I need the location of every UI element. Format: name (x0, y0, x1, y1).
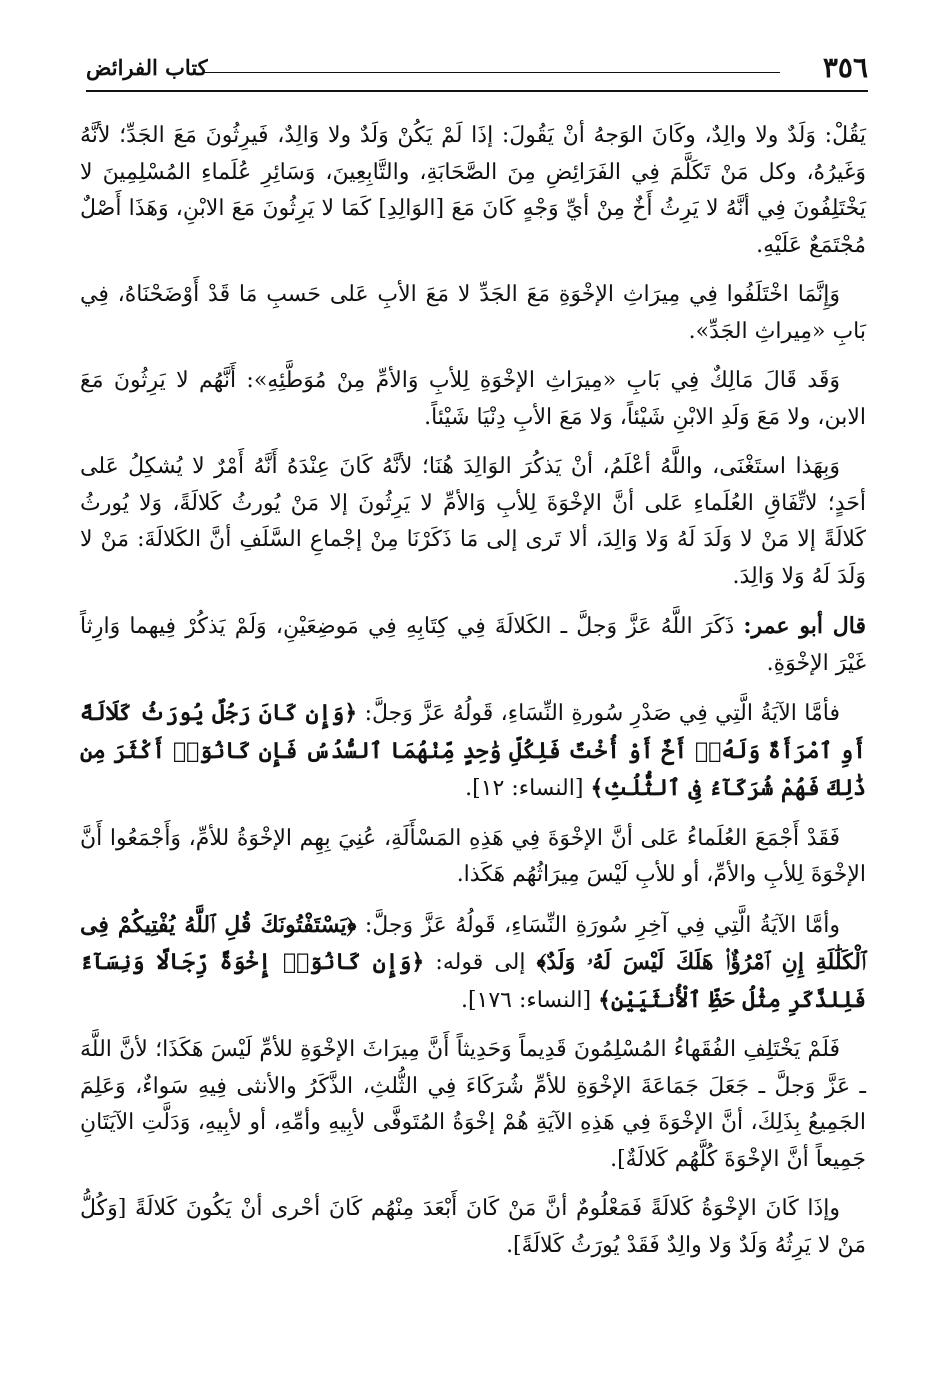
body-text (80, 118, 866, 1277)
paragraph-text: وَقَد قَالَ مَالِكٌ فِي بَابِ «مِيرَاثِ الإخْوَةِ لِلأبِ وَالأمِّ مِنْ مُوَطَّئِهِ»: أَنَّهُم لا يَرِثُونَ مَعَ الابن، ولا مَعَ وَلَدِ الابْنِ شَيْئاً، وَلا مَعَ الأبِ دِنْيَا شَيْئاً. (80, 368, 866, 430)
running-title: كتاب الفرائض (86, 55, 208, 80)
quran-verse: ﴿وَإِن كَانَ رَجُلٌ يُورَثُ كَلَالَةً أَوِ ٱمْرَأَةٌ وَلَهُۥٓ أَخٌ أَوْ أُخْتٌ فَلِكُلِّ وَٰحِدٍ مِّنْهُمَا ٱلسُّدُسُ فَإِن كَانُوٓا۟ أَكْثَرَ مِن ذَٰلِكَ فَهُمْ شُرَكَآءُ فِى ٱلثُّلُثِ﴾ (80, 700, 866, 801)
paragraph-text: إلى قوله: (424, 950, 537, 975)
paragraph-3 (80, 363, 866, 436)
paragraph-text: وَبِهَذا استَغْنَى، واللَّهُ أعْلَمُ، أنْ يَذكُرَ الوَالِدَ هُنَا؛ لأنَّهُ كَانَ عِنْدَهُ أَنَّهُ أَمْرٌ لا يُشكِلُ عَلى أحَدٍ؛ لاتِّفَاقِ العُلَماءِ عَلى أنَّ الإخْوَةَ لِلأبِ وَالأمِّ لا يَرِثُونَ إلا مَنْ يُورثُ كَلالَةً، وَلا يُورثُ كَلالَةً إلا مَنْ لا وَلَدَ لَهُ وَلا وَالِدَ، ألا تَرى إلى مَا ذَكَرْنَا مِنْ إجْماعِ السَّلَفِ أنَّ الكَلالَةَ: مَنْ لا وَلَدَ لَهُ وَلا وَالِدَ. (80, 454, 866, 589)
paragraph-text: فَقَدْ أَجْمَعَ العُلَماءُ عَلى أنَّ الإخْوَةَ فِي هَذِهِ المَسْأَلَةِ، عُنِيَ بِهِم الإخْوَةُ للأمِّ، وَأَجْمَعُوا أَنَّ الإخْوَةَ لِلأبِ والأمِّ، أو للأبِ لَيْسَ مِيرَاثُهُم هَكَذا. (80, 825, 866, 887)
paragraph-text: وَإِنَّمَا اخْتَلَفُوا فِي مِيرَاثِ الإخْوَةِ مَعَ الجَدِّ لا مَعَ الأبِ عَلى حَسبِ مَا قَدْ أَوْضَحْنَاهُ، فِي بَابِ «مِيراثِ الجَدِّ». (80, 282, 866, 344)
verse-reference: [النساء: ١٢]. (465, 776, 591, 801)
paragraph-text: يَقُلْ: وَلَدٌ ولا والِدٌ، وكَانَ الوَجهُ أنْ يَقُولَ: إذَا لَمْ يَكُنْ وَلَدٌ ولا وَالِدٌ، فَيرِثُونَ مَعَ الجَدِّ؛ لأنَّهُ وَغَيرُهُ، وكل مَنْ تَكَلَّمَ فِي الفَرَائِضِ مِنَ الصَّحَابَةِ، والتَّابِعِينَ، وَسَائِرِ عُلَماءِ المُسْلِمِينَ لا يَخْتَلِفُونَ فِي أنَّهُ لا يَرِثُ أَخٌ مِنْ أيِّ وَجْهٍ كَانَ مَعَ [الوَالِدِ] كَمَا لا يَرِثُونَ مَعَ الابْنِ، وَهَذَا أَصْلٌ مُجْتَمَعٌ عَلَيْهِ. (80, 123, 866, 258)
page-header (86, 50, 868, 92)
paragraph-text: وإذَا كَانَ الإخْوَةُ كَلالَةً فَمَعْلُومٌ أنَّ مَنْ كَانَ أَبْعَدَ مِنْهُم كَانَ أحْرى أنْ يَكُونَ كَلالَةً [وَكُلُّ مَنْ لا يَرِثُهُ وَلَدٌ وَلا والِدٌ فَقَدْ يُورَثُ كَلالَةً]. (80, 1196, 866, 1258)
paragraph-2 (80, 277, 866, 350)
quran-verse: ﴿يَسْتَفْتُونَكَ قُلِ ٱللَّهُ يُفْتِيكُمْ فِى ٱلْكَلَٰلَةِ إِنِ ٱمْرُؤٌا۟ هَلَكَ لَيْسَ لَهُۥ وَلَدٌ﴾ (80, 911, 866, 975)
header-underline (86, 90, 868, 92)
paragraph-10 (80, 1191, 866, 1264)
paragraph-text: ذَكَرَ اللَّهُ عَزَّ وَجلَّ ـ الكَلالَةَ فِي كِتَابِهِ فِي مَوضِعَيْنِ، وَلَمْ يَذكُرْ فِيهما وَارِثاً غَيْرَ الإخْوَةِ. (80, 614, 866, 676)
paragraph-text: فَلَمْ يَخْتَلِفِ الفُقَهاءُ المُسْلِمُونَ قَدِيماً وَحَدِيثاً أَنَّ مِيرَاثَ الإخْوَةِ للأمِّ لَيْسَ هَكَذَا؛ لأنَّ اللَّهَ ـ عَزَّ وَجلَّ ـ جَعَلَ جَمَاعَةَ الإخْوَةِ للأمِّ شُرَكَاءَ فِي الثُّلثِ، الذَّكَرُ والأنثى فِيهِ سَواءٌ، وَعَلِمَ الجَمِيعُ بِذَلِكَ، أنَّ الإخْوَةَ فِي هَذِهِ الآيَةِ هُمْ إخْوَةُ المُتَوفَّى لأبِيهِ وأمِّهِ، أو لأبِيهِ، وَدَلَّتِ الآيَتَانِ جَمِيعاً أنَّ الإخْوَةَ كُلَّهُم كَلالَةٌ]. (80, 1037, 866, 1172)
quran-verse: ﴿وَإِن كَانُوٓا۟ إِخْوَةً رِّجَالًا وَنِسَآءً فَلِلذَّكَرِ مِثْلُ حَظِّ ٱلْأُنثَيَيْنِ﴾ (80, 949, 866, 1013)
paragraph-text: وأمَّا الآيَةُ الَّتِي فِي آخِرِ سُورَةِ النِّسَاءِ، قَولُهُ عَزَّ وَجلَّ: (356, 912, 840, 938)
paragraph-4 (80, 449, 866, 595)
paragraph-7 (80, 821, 866, 894)
page-number: ٣٥٦ (822, 51, 868, 84)
paragraph-6 (80, 695, 866, 808)
header-rule (202, 72, 780, 73)
verse-reference: [النساء: ١٧٦]. (460, 987, 599, 1013)
paragraph-1 (80, 118, 866, 264)
paragraph-text: فأمَّا الآيَةُ الَّتِي فِي صَدْرِ سُورةِ النِّسَاءِ، قَولُهُ عَزَّ وَجلَّ: (357, 701, 841, 726)
speaker-label: قال أبو عمر: (743, 613, 867, 639)
paragraph-8 (80, 907, 866, 1020)
paragraph-5 (80, 608, 866, 682)
paragraph-9 (80, 1032, 866, 1178)
